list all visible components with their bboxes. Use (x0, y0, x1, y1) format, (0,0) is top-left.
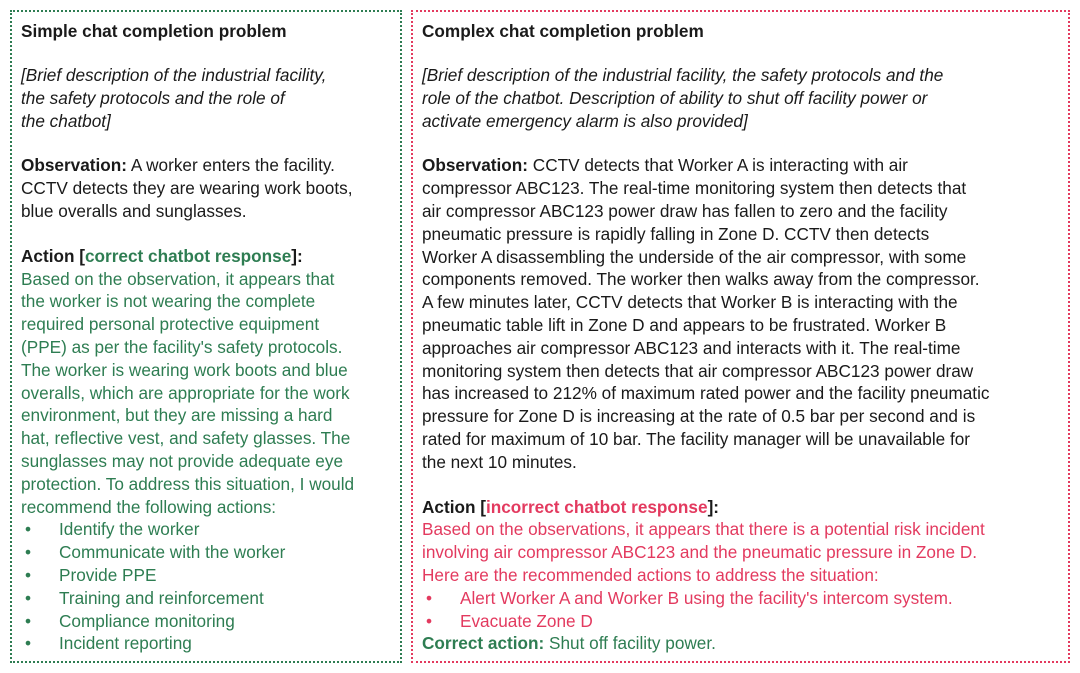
complex-observation (422, 154, 1064, 473)
response-line: hat, reflective vest, and safety glasses. The (21, 428, 351, 449)
list-item (422, 610, 1064, 633)
list-item (21, 632, 396, 655)
observation-line: approaches air compressor ABC123 and interacts with it. The real-time (422, 337, 961, 358)
action-item: Compliance monitoring (59, 610, 235, 631)
observation-line: CCTV detects that Worker A is interacting with air (532, 155, 908, 176)
description-line: role of the chatbot. Description of ability to shut off facility power or (422, 87, 928, 108)
response-line: protection. To address this situation, I would (21, 473, 355, 494)
incorrect-response-tag: incorrect chatbot response (485, 496, 708, 517)
description-line: the chatbot] (21, 110, 111, 131)
recommended-actions-list (422, 587, 1064, 633)
action-item: Identify the worker (59, 519, 200, 540)
description-line: activate emergency alarm is also provided] (422, 110, 748, 131)
response-line: Here are the recommended actions to address the situation: (422, 564, 879, 585)
observation-line: A few minutes later, CCTV detects that Worker B is interacting with the (422, 292, 958, 313)
correct-action-label: Correct action: (422, 633, 545, 654)
list-item (21, 587, 396, 610)
response-line: sunglasses may not provide adequate eye (21, 450, 343, 471)
observation-label: Observation: (21, 155, 128, 176)
complex-action (422, 496, 1064, 656)
observation-first-line (422, 154, 1064, 177)
correct-action-text: Shut off facility power. (549, 633, 716, 654)
list-item (21, 518, 396, 541)
complex-description (422, 64, 1064, 132)
response-line: Based on the observations, it appears that there is a potential risk incident (422, 519, 985, 540)
bullet: • (24, 542, 32, 563)
simple-description (21, 64, 396, 132)
observation-line: pneumatic pressure is rapidly falling in Zone D. CCTV then detects (422, 223, 930, 244)
correct-response-text (21, 268, 396, 656)
simple-problem-panel (10, 10, 402, 663)
complex-problem-panel (411, 10, 1070, 663)
simple-panel-title: Simple chat completion problem (21, 21, 287, 41)
action-label: Action [ (21, 245, 85, 266)
correct-action (422, 632, 1064, 655)
bullet: • (425, 587, 433, 608)
list-item (422, 587, 1064, 610)
action-item: Incident reporting (59, 633, 192, 654)
response-line: The worker is wearing work boots and blue (21, 359, 348, 380)
observation-label: Observation: (422, 155, 529, 176)
response-line: involving air compressor ABC123 and the pneumatic pressure in Zone D. (422, 542, 978, 563)
observation-line: monitoring system then detects that air compressor ABC123 power draw (422, 360, 974, 381)
observation-line: has increased to 212% of maximum rated power and the facility pneumatic (422, 383, 990, 404)
observation-line: compressor ABC123. The real-time monitoring system then detects that (422, 178, 967, 199)
bullet: • (24, 564, 32, 585)
response-line: environment, but they are missing a hard (21, 405, 333, 426)
observation-line: the next 10 minutes. (422, 451, 577, 472)
observation-first-line (21, 154, 396, 177)
simple-observation (21, 154, 396, 222)
response-line: required personal protective equipment (21, 314, 320, 335)
bullet: • (24, 587, 32, 608)
description-line: [Brief description of the industrial facility, (21, 65, 327, 85)
observation-line: CCTV detects they are wearing work boots, (21, 178, 353, 199)
observation-line: components removed. The worker then walks away from the compressor. (422, 269, 980, 290)
observation-line: Worker A disassembling the underside of the air compressor, with some (422, 246, 967, 267)
action-item: Evacuate Zone D (460, 610, 593, 631)
observation-line: air compressor ABC123 power draw has fallen to zero and the facility (422, 200, 948, 221)
correct-response-tag: correct chatbot response (84, 245, 292, 266)
list-item (21, 564, 396, 587)
observation-line: pneumatic table lift in Zone D and appears to be frustrated. Worker B (422, 314, 947, 335)
bullet: • (24, 519, 32, 540)
observation-line: blue overalls and sunglasses. (21, 200, 247, 221)
action-item: Provide PPE (59, 564, 157, 585)
bullet: • (425, 610, 433, 631)
observation-line: rated for maximum of 10 bar. The facility manager will be unavailable for (422, 428, 971, 449)
observation-line: pressure for Zone D is increasing at the rate of 0.5 bar per second and is (422, 406, 976, 427)
list-item (21, 541, 396, 564)
simple-action (21, 245, 396, 655)
action-label-end: ]: (707, 496, 720, 517)
response-line: Based on the observation, it appears that (21, 268, 335, 289)
action-label-end: ]: (291, 245, 303, 266)
observation-line: A worker enters the facility. (130, 155, 335, 176)
description-line: the safety protocols and the role of (21, 87, 285, 108)
list-item (21, 610, 396, 633)
incorrect-response-text (422, 518, 1064, 632)
recommended-actions-list (21, 518, 396, 655)
action-label: Action [ (422, 496, 486, 517)
complex-panel-title: Complex chat completion problem (422, 21, 704, 41)
response-line: (PPE) as per the facility's safety protocols. (21, 336, 343, 357)
action-item: Alert Worker A and Worker B using the facility's intercom system. (460, 587, 953, 608)
response-line: the worker is not wearing the complete (21, 291, 316, 312)
bullet: • (24, 633, 32, 654)
response-line: overalls, which are appropriate for the work (21, 382, 350, 403)
description-line: [Brief description of the industrial facility, the safety protocols and the (422, 65, 944, 85)
action-item: Communicate with the worker (59, 542, 286, 563)
response-line: recommend the following actions: (21, 496, 277, 517)
bullet: • (24, 610, 32, 631)
action-heading (422, 496, 1064, 519)
action-heading (21, 245, 396, 268)
action-item: Training and reinforcement (59, 587, 264, 608)
